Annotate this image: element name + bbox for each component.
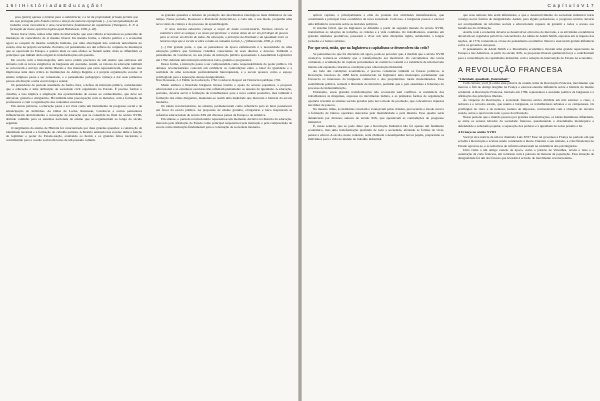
body-paragraph: Ao lado das condições econômicas, é preciso considerar também os fatores políticos. A Revolução Gloriosa de 1688 havia estabelecido na Inglaterra uma monarquia parlamentar que favorecia os interesses da burguesia comercial e dos proprietários rurais modernizados. Essa estabilidade política, somada à liberdade de iniciativa, permitiu que o país assumisse a liderança do processo de industrialização. <box>308 68 444 90</box>
body-paragraph: Nesse período que o mundo passava por grandes transformações, os ideais iluministas difundiam-se entre os setores letrados da sociedade francesa, questionando o absolutismo monárquico e defendendo a soberania popular, a separação dos poderes e a igualdade de todos perante a lei. <box>458 115 594 128</box>
body-paragraph: que seus temores não eram infundados, e que o desenvolvimento da sociedade industrial traria consigo novas formas de desigualdade. Assim, para alguns pensadores, o progresso técnico deveria ser acompanhado de reformas sociais e educacionais capazes de garantir a todos o acesso aos benefícios da civilização. <box>458 13 594 30</box>
section-heading: Por que será, então, que na Inglaterra o capitalismo se desenvolveu tão cedo? <box>308 45 430 50</box>
body-paragraph: as grandes questões e debates da produção dos movimentos ideológicos mais dinâmicos de seu tempo. Nesse período, Rousseau e Pestalozzi destacam-se, e cada um, a seu modo, propunha uma nova visão da criança e do processo de aprendizagem. <box>156 13 292 26</box>
body-paragraph: No mesmo ritmo, as indústrias cresciam e avançavam pelas cidades, provocando o êxodo rural e a formação de bairros operários marcados pela insalubridade e pela miséria. Esse quadro seria denunciado por diversos autores do século XIX, que apontavam as contradições do progresso industrial. <box>308 107 444 124</box>
body-paragraph: Às vésperas da Revolução, a sociedade francesa estava dividida em três estados: o clero, a nobreza e o terceiro estado, que reunia a burguesia, os trabalhadores urbanos e os camponeses. Os privilégios do clero e da nobreza, isentos de impostos, contrastavam com a situação do terceiro estado, sobre o qual recaía todo o peso da tributação. <box>458 98 594 115</box>
right-page <box>302 0 600 401</box>
body-paragraph: Dessa forma, a instrução passa a ser compreendida como responsabilidade do poder público. Os debates revolucionários colocam em evidência as contradições entre o ideal da igualdade e a realidade de uma sociedade profundamente hierarquizada, e a escola aparece como o espaço privilegiado para a superação dessas desigualdades. <box>156 61 292 79</box>
right-page-column-1 <box>308 13 444 141</box>
body-paragraph: Os ideais revolucionários, no entanto, permaneceram como referência para as lutas posteriores em favor da escola pública. As propostas de ensino gratuito, obrigatório e laico inspiraram as reformas educacionais do século XIX em diversos países da Europa e da América. <box>156 104 292 117</box>
body-paragraph: O sistema fabril, que na Inglaterra se difundiu a partir da segunda metade do século XVIII, transformou as relações de trabalho, as cidades e a vida cotidiana. Os trabalhadores, reunidos em grandes unidades produtivas, passaram a viver sob uma disciplina rígida, submetidos a longas jornadas e a baixos salários. <box>308 25 444 43</box>
left-page-column-1 <box>6 13 142 143</box>
body-paragraph: Os pensadores do período assumem, de forma clara, a defesa da instrução pública, considerando que a educação é uma atribuição da sociedade civil organizada no Estado. É preciso formar o cidadão, e isso implica a ampliação das oportunidades de acesso ao conhecimento, que deve ser universal, gratuito e obrigatório. Há também uma preocupação com os métodos, com a formação de professores e com a organização dos conteúdos escolares. <box>6 83 142 105</box>
body-paragraph: Com certeza, você já ouviu essa palavra de ordem, lema da Revolução Francesa, movimento que marcou o fim do Antigo Regime na França e exerceu enorme influência sobre a história do mundo ocidental. A Revolução Francesa, iniciada em 1789, representou a ascensão política da burguesia e a afirmação dos princípios liberais. <box>458 81 594 98</box>
body-paragraph: Em outras palavras, a educação passa a ser vista como um instrumento de progresso social e de emancipação do indivíduo. As idéias de Locke, Rousseau, Condorcet e outros pensadores influenciaram decisivamente a concepção de educação que se consolida no final do século XVIII, abrindo caminho para os sistemas nacionais de ensino que se organizariam ao longo do século seguinte. <box>6 104 142 126</box>
right-header-rule <box>308 10 594 11</box>
body-paragraph: Se pensarmos no que foi discutido até agora, pode-se perceber que, à medida que o século XVIII avançava, tornava-se evidente que a transformação era inevitável. Os cercamentos das terras comunais, a acumulação de capitais provenientes do comércio colonial e a existência de um mercado interno em expansão criaram as condições para a Revolução Industrial. <box>308 51 444 69</box>
footnote: Nota: Rousseau, J.-J. Emílio ou da educação, 1762. Condorcet, Rapport sur l'instruction publique, 1792. <box>156 77 281 82</box>
body-paragraph: É, nesse sentido, que se pode dizer que a Revolução Industrial não foi apenas um fenômeno econômico, mas uma transformação profunda de toda a sociedade, afetando as formas de viver, pensar e educar. A escola, nesse contexto, seria chamada a desempenhar novos papéis, preparando os indivíduos para a vida no mundo do trabalho industrial. <box>308 124 444 141</box>
body-paragraph: Assim, toda a economia deveria se desenvolver em torno do mercado, e as atividades econômicas deveriam ser reguladas pela livre concorrência. As idéias de Adam Smith, expostas em A riqueza das nações, de 1776, tornaram-se a base do pensamento econômico liberal e exerceram grande influência sobre os governos europeus. <box>458 30 594 47</box>
body-paragraph: Nessa breve visão, temos uma idéia da intervenção que essa ciência acrescentou ao panorama de mudanças da consciência de si mesmo liberal. Da mesma forma, a ciência política e a economia agora se ocupam da mesma condição humana, por uma abordagem não centrada unicamente no estado, mas na própria sociedade. Portanto, tal pensamento era um reflexo do conjunto de mudanças que se operavam na Europa, e quanto mais os seus efeitos se faziam sentir, mais se difundiam os princípios que tinham dado origem às transformações em questão. <box>6 32 142 58</box>
right-page-column-2 <box>458 13 594 161</box>
subsection-heading: A França no século XVIII <box>458 129 496 134</box>
body-paragraph: aplicar capitais, e principalmente a elite do produto das atividades manufatureiras, que constituíam a principal base econômica da nova sociedade. Com isso, a burguesia passou a exercer uma influência crescente sobre as decisões políticas. <box>308 13 444 26</box>
body-paragraph: O surgimento do ensino de História foi caracterizado por duas grandes questões: a construção da identidade nacional e a formação do cidadão patriota. A história ensinada nas escolas tinha a função de legitimar o poder do Estado-nação, exaltando os heróis e os grandes feitos nacionais, e contribuindo para a coesão social em torno de um passado comum. <box>6 125 142 143</box>
body-paragraph: Uma visita a um antigo castelo da época, como o palácio de Versalhes, revela o luxo e a ostentação da corte francesa, em contraste com a pobreza da maioria da população. Essa situação de desigualdade foi um dos fatores que levaram à eclosão do movimento revolucionário. <box>458 147 594 161</box>
left-header-rule <box>6 10 292 11</box>
left-page-column-2 <box>156 13 292 130</box>
left-running-head: 1 6 I I H i s t ó r i a d a E d u c a ç ã o I <box>6 3 103 8</box>
right-running-head: C a p í t u l o V 1 7 <box>547 3 594 8</box>
body-paragraph: Muito embora a liberdade burguesa tivesse trazido o apoio de setores populares, a proposta educacional e as estruturas escolares não refletiam plenamente os anseios de igualdade. A educação, portanto, deveria servir à formação de trabalhadores para a nova ordem produtiva, mas também à formação das elites dirigentes, mantendo-se assim uma dualidade que marcaria a história da escola moderna. <box>156 82 292 104</box>
body-paragraph: De acordo com a historiografia, uma nova ordem precisava de um ensino que estivesse em sintonia com as novas exigências da burguesia em ascensão. Assim, os valores da educação também se colocavam a serviço das idéias liberais e dos interesses que estas representavam, ainda que isso implicasse uma dura crítica às instituições do Antigo Regime e à própria organização escolar. O ensino religioso passa a ser contestado, e o pensamento pedagógico começa a dar seus primeiros passos em direção a uma escola leiga e estatal. <box>6 57 142 83</box>
block-quote: pesa (pobre) apenas o mínimo para a subsistência; e a lei da propriedade privada permite que ela seja protegida pelo Estado contra o desejo da maioria expropriada [...] A conceptualização do trabalho como mercadoria é uma característica fundamental do capitalismo (Thompson, E. P. A formação da classe operária inglesa apud Hobsbawm, 1999, p. 48). <box>10 14 138 31</box>
body-paragraph: Entretanto, essas grandes transformações não ocorreram sem conflitos. A resistência dos trabalhadores às máquinas, expressa no movimento ludista, e as primeiras formas de organização operária revelam as tensões sociais geradas pelo novo modo de produção, que concentrava riquezas nas mãos de poucos. <box>308 90 444 107</box>
left-page <box>0 0 298 401</box>
block-quote: O novo sistema educativo começa a surgir de modo revolucionário. Nenhum vínculo se estabelece entre as antigas e as novas perspectivas: o ensino deixa de ser um privilégio de poucos para se tornar um direito de todos. Na educação, o princípio da liberdade e da igualdade entre os homens exige que a escola se abra a todas as camadas sociais [...] (Manacorda, 2000, p. 249). <box>160 27 288 44</box>
chapter-section-title: A REVOLUÇÃO FRANCESA <box>458 64 563 74</box>
body-paragraph: Você já teve notícia de um rei chamado Luís XVI? Esse rei governou a França no período em que eclodiu a Revolução e acabou sendo condenado à morte. Durante o seu reinado, a crise financeira do Estado agravou-se, e as tentativas de reforma esbarraram na resistência dos privilegiados. <box>458 135 594 148</box>
body-paragraph: Em síntese, o período revolucionário representou um momento decisivo na história da educação, marcado pela afirmação do Estado como principal responsável pela instrução e pela compreensão da escola como instituição fundamental para a construção da sociedade moderna. <box>156 116 292 130</box>
body-paragraph: O pensamento de Adam Smith e o liberalismo econômico tiveram uma grande repercussão na Europa e nas Américas. A partir do século XIX, as propostas liberais ganharam força e contribuíram para a consolidação do capitalismo industrial, com a redução da intervenção do Estado na economia. <box>458 47 594 60</box>
body-paragraph: [...] Em grande parte, o que os pensadores da época enfatizavam é a necessidade de uma educação pública que formasse cidadãos conscientes de seus direitos e deveres. Também o pensamento de Condorcet, no seu plano de instrução pública apresentado à Assembléia Legislativa em 1792, defende uma instrução universal, laica, gratuita e progressiva. <box>156 44 292 62</box>
italic-subheading: "Liberdade, igualdade, fraternidade" <box>458 76 510 81</box>
